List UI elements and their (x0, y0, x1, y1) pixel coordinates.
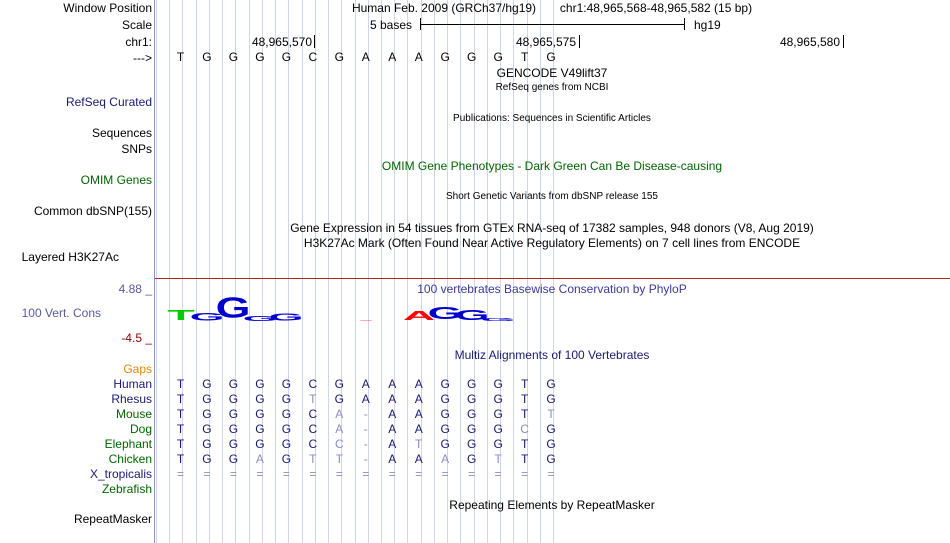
alignment-base: A (335, 422, 344, 436)
alignment-base: A (388, 437, 397, 451)
alignment-base: = (282, 467, 290, 481)
alignment-base: G (493, 392, 503, 406)
alignment-base: G (255, 407, 265, 421)
alignment-base: A (388, 452, 397, 466)
alignment-base: A (388, 392, 397, 406)
alignment-base: G (281, 422, 292, 436)
conservation-letter: G (216, 291, 251, 324)
alignment-base: = (521, 467, 529, 481)
alignment-base: A (414, 392, 423, 406)
ruler-tick-label: 48,965,575 (515, 35, 576, 49)
alignment-base: = (388, 467, 396, 481)
alignment-base: = (468, 467, 476, 481)
ruler-tick-label: 48,965,580 (779, 35, 840, 49)
alignment-base: = (415, 467, 423, 481)
alignment-base: G (202, 437, 212, 451)
alignment-base: G (281, 392, 292, 406)
dbsnp-track-title[interactable]: Short Genetic Variants from dbSNP release 155 (446, 191, 658, 202)
alignment-base: G (546, 392, 556, 406)
alignment-base: - (363, 422, 368, 436)
alignment-base: C (308, 407, 318, 421)
alignment-base: - (363, 407, 368, 421)
alignment-base: G (255, 422, 265, 436)
alignment-base: T (520, 392, 529, 406)
label-window-position[interactable]: Window Position (63, 1, 152, 15)
alignment-base: G (202, 392, 212, 406)
species-label[interactable]: Zebrafish (101, 482, 152, 496)
gencode-track-title[interactable]: GENCODE V49lift37 (496, 66, 608, 80)
reference-base: G (546, 50, 556, 64)
alignment-base: T (176, 377, 185, 391)
alignment-base: G (255, 377, 265, 391)
label-cons-min: -4.5 _ (121, 331, 152, 345)
label-refseq[interactable]: RefSeq Curated (65, 95, 152, 109)
reference-base: G (202, 50, 212, 64)
conservation-letter: T (166, 306, 195, 323)
reference-base: G (281, 50, 292, 64)
reference-base: G (255, 50, 265, 64)
label-repeatmasker[interactable]: RepeatMasker (73, 512, 152, 526)
alignment-base: = (547, 467, 555, 481)
reference-base: A (361, 50, 370, 64)
alignment-base: G (440, 422, 450, 436)
species-label[interactable]: Chicken (108, 452, 152, 466)
reference-base: G (466, 50, 477, 64)
alignment-base: A (388, 407, 397, 421)
alignment-base: C (308, 437, 318, 451)
species-label[interactable]: Rhesus (111, 392, 152, 406)
window-position-value: chr1:48,965,568-48,965,582 (15 bp) (559, 1, 753, 15)
alignment-base: = (203, 467, 211, 481)
h3k27ac-track-title[interactable]: H3K27Ac Mark (Often Found Near Active Regulatory Elements) on 7 cell lines from ENCODE (303, 236, 801, 250)
alignment-base: A (414, 377, 423, 391)
scale-bar-right-tick (684, 18, 685, 30)
alignment-base: = (309, 467, 317, 481)
alignment-base: G (493, 422, 503, 436)
species-label[interactable]: Human (113, 377, 152, 391)
omim-track-title[interactable]: OMIM Gene Phenotypes - Dark Green Can Be Disease-causing (381, 159, 723, 173)
label-omim-genes[interactable]: OMIM Genes (80, 173, 152, 187)
alignment-base: G (466, 407, 477, 421)
alignment-base: T (176, 452, 185, 466)
alignment-base: G (546, 422, 556, 436)
alignment-base: A (414, 407, 423, 421)
refseq-track-title[interactable]: RefSeq genes from NCBI (495, 82, 609, 93)
reference-base: T (176, 50, 185, 64)
label-strand[interactable]: ---> (133, 51, 152, 65)
conservation-letter: G (480, 316, 516, 323)
alignment-base: A (335, 407, 344, 421)
label-scale[interactable]: Scale (121, 18, 152, 32)
alignment-base: G (493, 437, 503, 451)
alignment-base: G (466, 452, 477, 466)
alignment-base: T (176, 407, 185, 421)
alignment-base: = (494, 467, 502, 481)
alignment-base: G (281, 452, 292, 466)
label-common-dbsnp[interactable]: Common dbSNP(155) (33, 204, 152, 218)
alignment-base: G (281, 377, 292, 391)
ruler-tick (579, 35, 580, 48)
alignment-base: G (334, 392, 344, 406)
alignment-base: G (334, 377, 344, 391)
alignment-base: T (309, 452, 317, 466)
conservation-letter: G (427, 303, 463, 324)
alignment-base: = (335, 467, 343, 481)
label-gaps[interactable]: Gaps (123, 362, 152, 376)
alignment-base: G (546, 452, 556, 466)
alignment-base: T (494, 452, 502, 466)
reference-base: T (520, 50, 529, 64)
alignment-base: G (546, 437, 556, 451)
label-sequences[interactable]: Sequences (91, 126, 152, 140)
alignment-base: T (176, 437, 185, 451)
alignment-base: A (414, 452, 423, 466)
alignment-base: G (255, 392, 265, 406)
scale-text: 5 bases (370, 18, 413, 32)
conservation-letter: G (242, 314, 278, 323)
conservation-letter: - (358, 319, 374, 323)
alignment-base: C (520, 422, 529, 436)
assembly-title: Human Feb. 2009 (GRCh37/hg19) (351, 1, 537, 15)
reference-base: G (493, 50, 503, 64)
publications-track-title[interactable]: Publications: Sequences in Scientific Articles (453, 113, 651, 124)
alignment-base: G (466, 377, 477, 391)
alignment-base: C (308, 422, 318, 436)
alignment-base: C (334, 437, 344, 451)
alignment-base: A (388, 377, 397, 391)
alignment-base: G (466, 437, 477, 451)
alignment-base: G (281, 437, 292, 451)
ruler-tick-label: 48,965,570 (251, 35, 312, 49)
label-cons-max: 4.88 _ (118, 282, 152, 296)
alignment-base: G (546, 377, 556, 391)
alignment-base: = (229, 467, 237, 481)
alignment-base: G (228, 392, 239, 406)
alignment-base: G (281, 407, 292, 421)
reference-base: G (440, 50, 450, 64)
conservation-letter: G (189, 310, 225, 323)
conservation-letter: A (402, 308, 435, 323)
alignment-base: G (440, 392, 450, 406)
alignment-base: G (228, 437, 239, 451)
alignment-base: = (362, 467, 370, 481)
alignment-base: G (202, 452, 212, 466)
label-vert-cons[interactable]: 100 Vert. Cons (21, 306, 101, 320)
alignment-base: G (202, 377, 212, 391)
alignment-base: G (228, 422, 239, 436)
track-label-panel (0, 0, 155, 543)
alignment-base: T (520, 407, 529, 421)
scale-bar (420, 24, 684, 25)
conservation-letter: G (454, 306, 490, 323)
alignment-base: G (440, 377, 450, 391)
scale-db: hg19 (694, 18, 721, 32)
alignment-base: T (520, 452, 529, 466)
alignment-base: G (466, 422, 477, 436)
species-label[interactable]: Dog (129, 422, 152, 436)
alignment-base: G (493, 407, 503, 421)
alignment-base: = (256, 467, 264, 481)
gtex-track-title[interactable]: Gene Expression in 54 tissues from GTEx RNA-seq of 17382 samples, 948 donors (V8, Aug 2019) (290, 221, 814, 235)
species-label[interactable]: Mouse (115, 407, 152, 421)
alignment-base: T (309, 392, 317, 406)
alignment-base: A (361, 377, 370, 391)
alignment-base: G (202, 422, 212, 436)
species-label[interactable]: X_tropicalis (89, 467, 152, 481)
ruler-tick (843, 35, 844, 48)
alignment-base: G (440, 437, 450, 451)
alignment-base: T (335, 452, 343, 466)
alignment-base: - (363, 437, 368, 451)
species-label[interactable]: Elephant (104, 437, 152, 451)
alignment-base: T (415, 437, 423, 451)
reference-base: C (308, 50, 318, 64)
alignment-base: T (520, 377, 529, 391)
conservation-letter: G (268, 311, 304, 323)
alignment-base: G (228, 452, 239, 466)
alignment-base: A (388, 422, 397, 436)
alignment-base: G (202, 407, 212, 421)
ruler-tick (314, 35, 315, 48)
alignment-base: T (176, 422, 185, 436)
alignment-base: A (414, 422, 423, 436)
alignment-base: A (255, 452, 264, 466)
alignment-base: T (547, 407, 555, 421)
label-chrom[interactable]: chr1: (125, 35, 152, 49)
label-snps[interactable]: SNPs (121, 142, 152, 156)
alignment-base: = (176, 467, 184, 481)
reference-base: A (388, 50, 397, 64)
alignment-base: G (228, 377, 239, 391)
alignment-base: G (493, 377, 503, 391)
alignment-base: C (308, 377, 318, 391)
alignment-base: G (466, 392, 477, 406)
multiz-track-title[interactable]: Multiz Alignments of 100 Vertebrates (454, 348, 650, 362)
reference-base: G (228, 50, 239, 64)
alignment-base: A (441, 452, 450, 466)
lower-track-area[interactable] (156, 279, 950, 543)
alignment-base: G (440, 407, 450, 421)
label-layered-h3k27ac[interactable]: Layered H3K27Ac (21, 250, 119, 264)
phylop-track-title[interactable]: 100 vertebrates Basewise Conservation by PhyloP (417, 282, 687, 296)
alignment-base: = (441, 467, 449, 481)
alignment-base: - (363, 452, 368, 466)
alignment-base: T (520, 437, 529, 451)
repeatmasker-track-title[interactable]: Repeating Elements by RepeatMasker (449, 498, 655, 512)
reference-base: G (334, 50, 344, 64)
alignment-base: G (255, 437, 265, 451)
alignment-base: A (361, 392, 370, 406)
alignment-base: T (176, 392, 185, 406)
reference-base: A (414, 50, 423, 64)
alignment-base: G (228, 407, 239, 421)
